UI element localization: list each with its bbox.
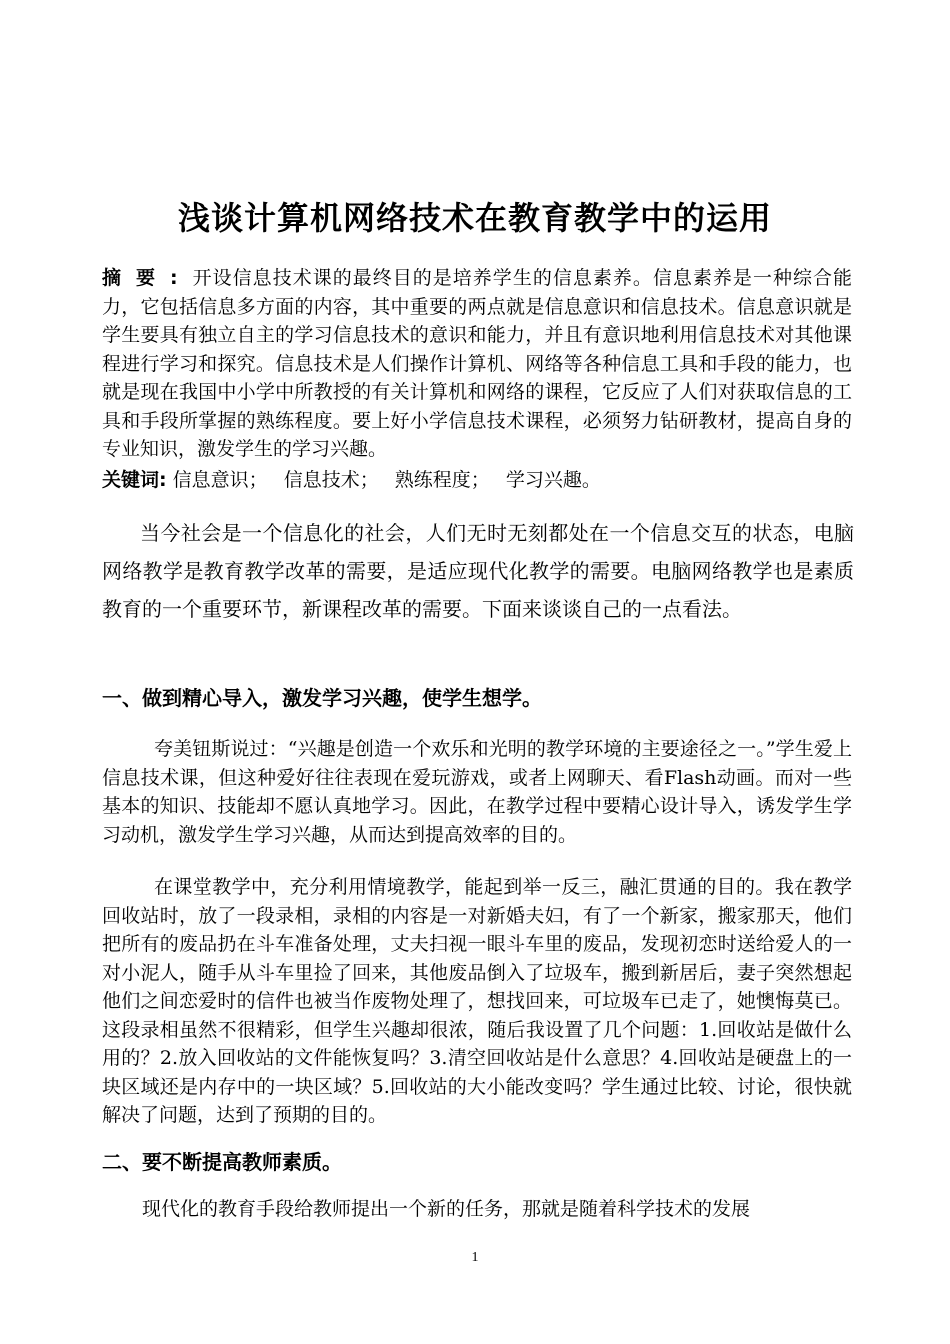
keywords <box>102 466 852 494</box>
keyword-item: 信息意识； <box>172 469 268 491</box>
keywords-label: 关键词: <box>102 469 167 491</box>
section2-paragraph-1: 现代化的教育手段给教师提出一个新的任务，那就是随着科学技术的发展 <box>142 1198 751 1220</box>
section-heading-2: 二、要不断提高教师素质。 <box>102 1150 342 1174</box>
section1-paragraph-1: 夸美钮斯说过：“兴趣是创造一个欢乐和光明的教学环境的主要途径之一。”学生爱上信息技术课，但这种爱好往往表现在爱玩游戏，或者上网聊天、看Flash动画。而对一些基本的知识、技能却不愿认真地学习。因此，在教学过程中要精心设计导入，诱发学生学习动机，激发学生学习兴趣，从而达到提高效率的目的。 <box>102 738 852 846</box>
intro-paragraph: 当今社会是一个信息化的社会，人们无时无刻都处在一个信息交互的状态，电脑网络教学是教育教学改革的需要，是适应现代化教学的需要。电脑网络教学也是素质教育的一个重要环节，新课程改革的需要。下面来谈谈自己的一点看法。 <box>102 521 854 621</box>
abstract-label-colon: : <box>170 267 178 289</box>
keyword-item: 熟练程度； <box>394 469 490 491</box>
abstract-text: 开设信息技术课的最终目的是培养学生的信息素养。信息素养是一种综合能力，它包括信息多方面的内容，其中重要的两点就是信息意识和信息技术。信息意识就是学生要具有独立自主的学习信息技术的意识和能力，并且有意识地利用信息技术对其他课程进行学习和探究。信息技术是人们操作计算机、网络等各种信息工具和手段的能力，也就是现在我国中小学中所教授的有关计算机和网络的课程，它反应了人们对获取信息的工具和手段所掌握的熟练程度。要上好小学信息技术课程，必须努力钻研教材，提高自身的专业知识，激发学生的学习兴趣。 <box>102 267 852 460</box>
keyword-item: 学习兴趣。 <box>505 469 601 491</box>
page-title: 浅谈计算机网络技术在教育教学中的运用 <box>177 199 772 237</box>
page-number: 1 <box>471 1250 479 1265</box>
abstract-label: 摘要 <box>102 267 171 289</box>
section1-paragraph-2: 在课堂教学中，充分利用情境教学，能起到举一反三，融汇贯通的目的。我在教学回收站时，放了一段录相，录相的内容是一对新婚夫妇，有了一个新家，搬家那天，他们把所有的废品扔在斗车准备处理，丈夫扫视一眼斗车里的废品，发现初恋时送给爱人的一对小泥人，随手从斗车里捡了回来，其他废品倒入了垃圾车，搬到新居后，妻子突然想起他们之间恋爱时的信件也被当作废物处理了，想找回来，可垃圾车已走了，她懊悔莫已。这段录相虽然不很精彩，但学生兴趣却很浓，随后我设置了几个问题：1.回收站是做什么用的？2.放入回收站的文件能恢复吗？3.清空回收站是什么意思？4.回收站是硬盘上的一块区域还是内存中的一块区域？5.回收站的大小能改变吗？学生通过比较、讨论，很快就解决了问题，达到了预期的目的。 <box>102 876 852 1126</box>
keyword-item: 信息技术； <box>283 469 379 491</box>
section-heading-1: 一、做到精心导入，激发学习兴趣，使学生想学。 <box>102 686 542 710</box>
abstract <box>102 264 852 464</box>
